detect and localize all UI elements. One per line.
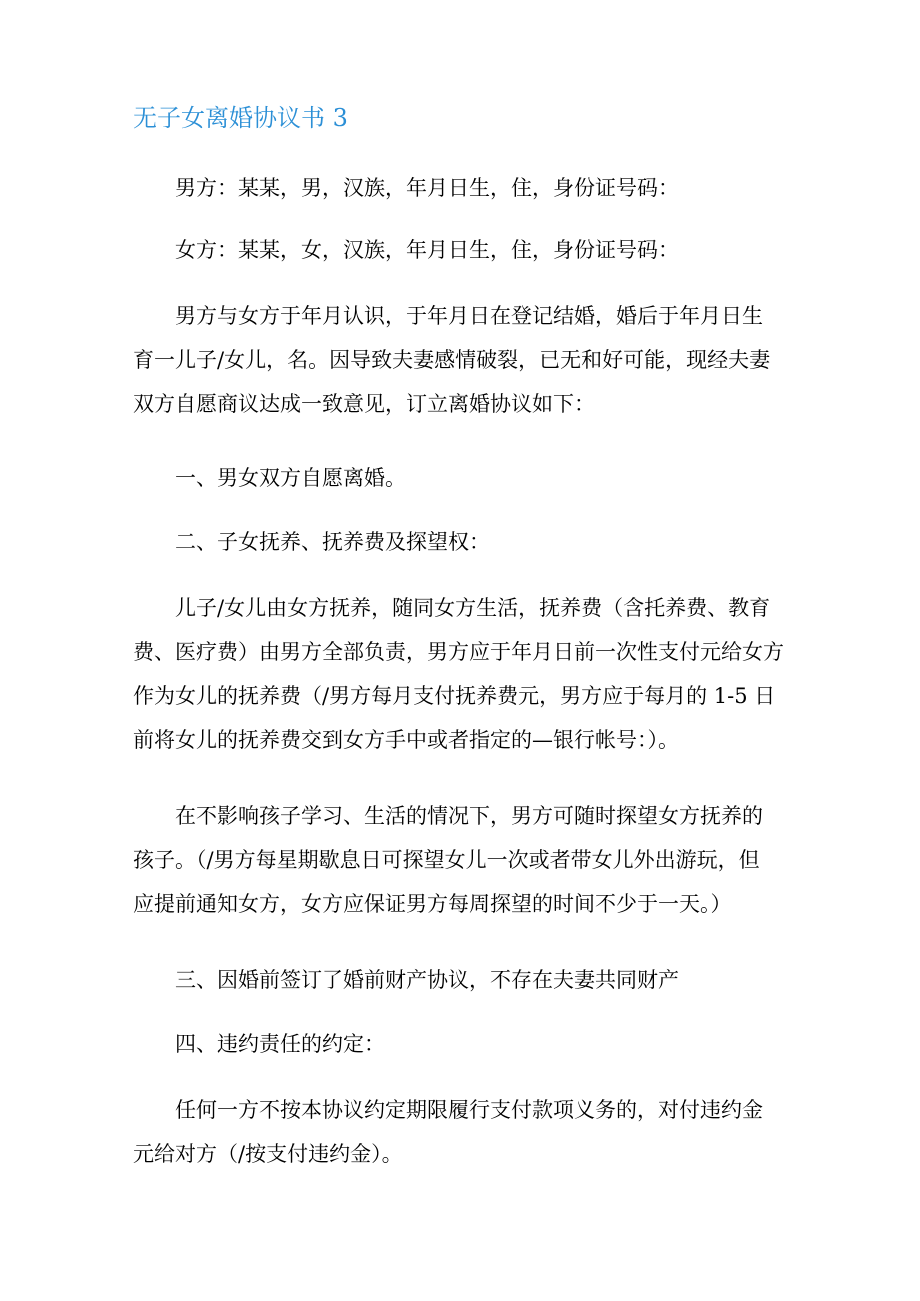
- paragraph-line: 女方：某某，女，汉族，年月日生，住，身份证号码：: [175, 238, 679, 262]
- paragraph-breach-liability: [133, 1088, 793, 1176]
- paragraph-line: 三、因婚前签订了婚前财产协议，不存在夫妻共同财产: [175, 968, 679, 992]
- paragraph-custody-support: [133, 586, 793, 762]
- paragraph-line: 一、男女双方自愿离婚。: [175, 466, 406, 490]
- paragraph-line: 元给对方（/按支付违约金）。: [133, 1142, 403, 1166]
- clause-two-heading: [133, 520, 793, 564]
- clause-one: [133, 456, 793, 500]
- clause-three: [133, 958, 793, 1002]
- paragraph-line: 作为女儿的抚养费（/男方每月支付抚养费元，男方应于每月的 1-5 日: [133, 684, 776, 708]
- paragraph-line: 二、子女抚养、抚养费及探望权：: [175, 530, 490, 554]
- paragraph-line: 在不影响孩子学习、生活的情况下，男方可随时探望女方抚养的: [175, 804, 763, 828]
- paragraph-line: 男方：某某，男，汉族，年月日生，住，身份证号码：: [175, 176, 679, 200]
- paragraph-line: 孩子。（/男方每星期歇息日可探望女儿一次或者带女儿外出游玩，但: [133, 848, 760, 872]
- paragraph-line: 儿子/女儿由女方抚养，随同女方生活，抚养费（含托养费、教育: [175, 596, 771, 620]
- paragraph-visitation: [133, 794, 793, 926]
- paragraph-line: 费、医疗费）由男方全部负责，男方应于年月日前一次性支付元给女方: [133, 640, 784, 664]
- document-title: 无子女离婚协议书 3: [133, 104, 348, 132]
- paragraph-line: 育一儿子/女儿，名。因导致夫妻感情破裂，已无和好可能，现经夫妻: [133, 348, 771, 372]
- paragraph-marriage-background: [133, 294, 793, 426]
- paragraph-line: 应提前通知女方，女方应保证男方每周探望的时间不少于一天。）: [133, 892, 732, 916]
- paragraph-line: 男方与女方于年月认识，于年月日在登记结婚，婚后于年月日生: [175, 304, 763, 328]
- paragraph-line: 四、违约责任的约定：: [175, 1032, 385, 1056]
- paragraph-line: 任何一方不按本协议约定期限履行支付款项义务的，对付违约金: [175, 1098, 763, 1122]
- paragraph-line: 前将女儿的抚养费交到女方手中或者指定的—银行帐号：）。: [133, 728, 679, 752]
- paragraph-female-party: [133, 228, 793, 272]
- clause-four-heading: [133, 1022, 793, 1066]
- paragraph-line: 双方自愿商议达成一致意见，订立离婚协议如下：: [133, 392, 595, 416]
- paragraph-male-party: [133, 166, 793, 210]
